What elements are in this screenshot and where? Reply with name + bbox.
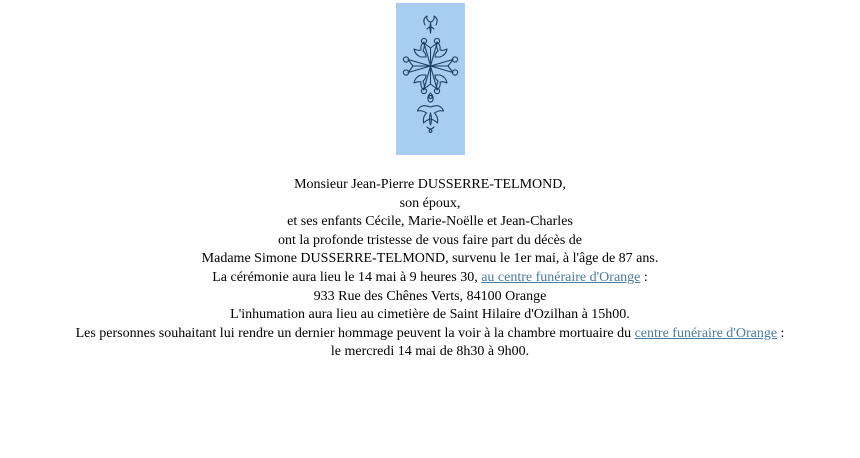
notice-line-spouse: son époux, <box>399 195 461 211</box>
tribute-colon: : <box>777 325 785 341</box>
notice-line-visit-time: le mercredi 14 mai de 8h30 à 9h00. <box>330 344 530 360</box>
ceremony-text: La cérémonie aura lieu le 14 mai à 9 heures 30, <box>212 269 482 285</box>
funeral-center-link-tribute[interactable]: centre funéraire d'Orange <box>634 325 778 341</box>
notice-line-children: et ses enfants Cécile, Marie-Noëlle et Jean-Charles <box>287 214 573 230</box>
death-notice <box>0 176 860 362</box>
notice-line-address: 933 Rue des Chênes Verts, 84100 Orange <box>313 288 547 304</box>
ceremony-colon: : <box>640 269 648 285</box>
funeral-center-link-ceremony[interactable]: au centre funéraire d'Orange <box>481 269 641 285</box>
notice-line-tribute <box>0 325 860 344</box>
emblem-panel <box>396 3 465 155</box>
notice-line-burial: L'inhumation aura lieu au cimetière de Saint Hilaire d'Ozilhan à 15h00. <box>230 307 630 323</box>
notice-line-husband: Monsieur Jean-Pierre DUSSERRE-TELMOND, <box>294 177 566 192</box>
notice-line-deceased: Madame Simone DUSSERRE-TELMOND, survenu le 1er mai, à l'âge de 87 ans. <box>201 251 659 267</box>
huguenot-cross-icon <box>396 3 465 155</box>
notice-line-ceremony <box>0 269 860 288</box>
tribute-text: Les personnes souhaitant lui rendre un dernier hommage peuvent la voir à la chambre mortuaire du <box>75 325 635 341</box>
notice-line-announcement: ont la profonde tristesse de vous faire part du décès de <box>277 232 582 248</box>
